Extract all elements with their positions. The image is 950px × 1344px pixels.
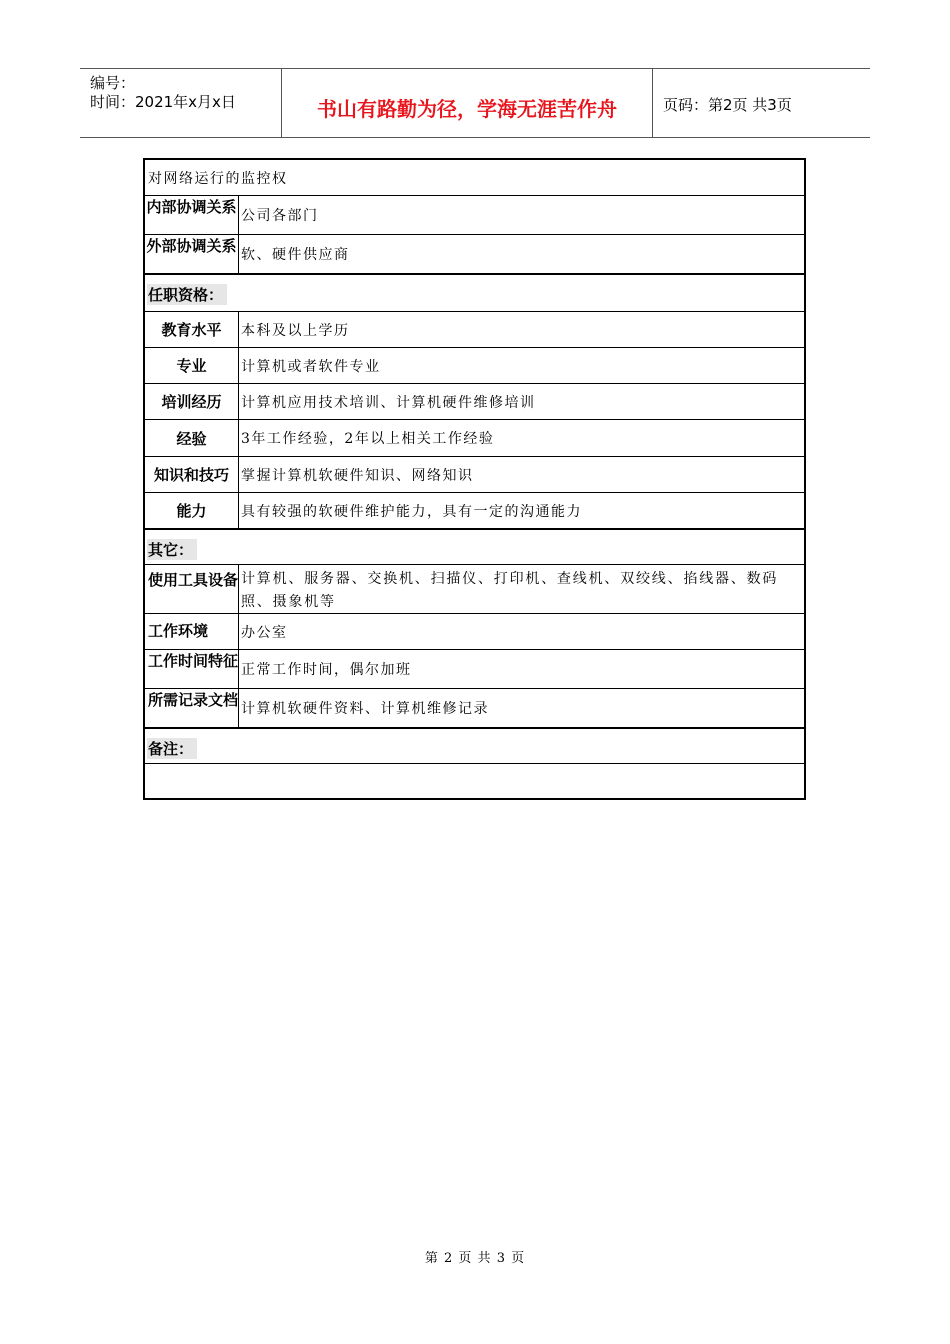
records-label: 所需记录文档 bbox=[145, 689, 239, 727]
other-title: 其它： bbox=[147, 539, 197, 560]
tools-value: 计算机、服务器、交换机、扫描仪、打印机、查线机、双绞线、掐线器、数码照、摄象机等 bbox=[241, 571, 779, 610]
records-value: 计算机软硬件资料、计算机维修记录 bbox=[241, 701, 489, 717]
header-page-cell bbox=[653, 69, 870, 137]
internal-relation-value: 公司各部门 bbox=[241, 208, 319, 224]
knowledge-row bbox=[145, 457, 804, 493]
time-feature-value: 正常工作时间，偶尔加班 bbox=[241, 662, 412, 678]
motto-text: 书山有路勤为径，学海无涯苦作舟 bbox=[317, 97, 617, 121]
experience-value: 3年工作经验，2年以上相关工作经验 bbox=[241, 431, 495, 447]
notes-content-row bbox=[145, 764, 804, 798]
internal-relation-row bbox=[145, 196, 804, 235]
header-motto-cell bbox=[282, 69, 653, 137]
ability-label: 能力 bbox=[145, 493, 239, 528]
knowledge-value: 掌握计算机软硬件知识、网络知识 bbox=[241, 467, 474, 484]
environment-row bbox=[145, 614, 804, 650]
environment-label: 工作环境 bbox=[145, 614, 239, 649]
time-feature-row bbox=[145, 650, 804, 689]
qualification-section-row bbox=[145, 275, 804, 312]
document-date: 时间：2021年x月x日 bbox=[90, 93, 236, 111]
records-row bbox=[145, 689, 804, 729]
header-info-cell bbox=[80, 69, 282, 137]
notes-title: 备注： bbox=[147, 738, 197, 759]
major-value: 计算机或者软件专业 bbox=[241, 358, 381, 375]
major-row bbox=[145, 348, 804, 384]
knowledge-label: 知识和技巧 bbox=[145, 457, 239, 492]
environment-value: 办公室 bbox=[241, 624, 288, 641]
major-label: 专业 bbox=[145, 348, 239, 383]
training-value: 计算机应用技术培训、计算机硬件维修培训 bbox=[241, 394, 536, 411]
internal-relation-label: 内部协调关系 bbox=[145, 196, 239, 234]
education-row bbox=[145, 312, 804, 348]
training-row bbox=[145, 384, 804, 420]
qualification-title: 任职资格： bbox=[147, 284, 227, 305]
education-label: 教育水平 bbox=[145, 312, 239, 347]
page-header bbox=[80, 68, 870, 138]
tools-row bbox=[145, 565, 804, 614]
external-relation-value: 软、硬件供应商 bbox=[241, 247, 350, 263]
time-feature-label: 工作时间特征 bbox=[145, 650, 239, 688]
training-label: 培训经历 bbox=[145, 384, 239, 419]
carry-over-row bbox=[145, 160, 804, 196]
experience-label: 经验 bbox=[145, 420, 239, 456]
external-relation-row bbox=[145, 235, 804, 275]
education-value: 本科及以上学历 bbox=[241, 322, 350, 339]
job-description-table bbox=[143, 158, 806, 800]
page-number: 页码：第2页 共3页 bbox=[663, 96, 792, 114]
experience-row bbox=[145, 420, 804, 457]
notes-section-row bbox=[145, 729, 804, 764]
carry-over-text: 对网络运行的监控权 bbox=[148, 170, 288, 187]
ability-row bbox=[145, 493, 804, 530]
ability-value: 具有较强的软硬件维护能力，具有一定的沟通能力 bbox=[241, 503, 582, 520]
other-section-row bbox=[145, 530, 804, 565]
document-number: 编号： bbox=[90, 74, 136, 92]
page-footer: 第 2 页 共 3 页 bbox=[424, 1251, 526, 1266]
external-relation-label: 外部协调关系 bbox=[145, 235, 239, 273]
tools-label: 使用工具设备 bbox=[145, 565, 239, 613]
